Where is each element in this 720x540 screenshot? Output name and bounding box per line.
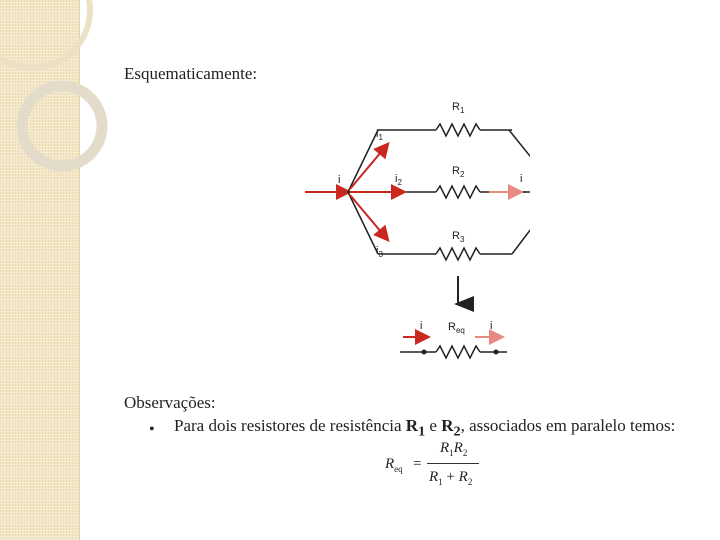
slide-heading: Esquematicamente: (124, 64, 258, 83)
bullet-dot: • (149, 421, 155, 438)
label-Req: $R_{eq}$ (448, 321, 465, 335)
resistor-R2 (436, 186, 480, 198)
decorative-rings (0, 0, 130, 200)
formula-numerator: $R_1R_2$ (440, 440, 468, 458)
observations-heading: Observações: (124, 393, 216, 412)
resistor-R3 (436, 248, 480, 260)
parallel-circuit-diagram (300, 92, 530, 367)
resistor-R1 (436, 124, 480, 136)
bullet-suffix: , associados em paralelo temos: (460, 416, 676, 435)
label-i-out: i (520, 173, 523, 185)
label-eq-i-right: i (490, 320, 493, 332)
label-i2: $i_2$ (395, 173, 402, 187)
label-R2: $R_2$ (452, 165, 465, 179)
bullet-text (174, 416, 675, 440)
bullet-r2: $R_2$ (441, 416, 461, 440)
formula-lhs: $R_{eq}$ (385, 456, 403, 474)
bullet-r1: $R_1$ (405, 416, 426, 440)
label-R3: $R_3$ (452, 230, 465, 244)
eq-node-left (422, 350, 427, 355)
branch1-current-arrow (350, 145, 387, 189)
bullet-prefix: Para dois resistores de resistência (174, 416, 406, 435)
label-i3: $i_3$ (376, 245, 383, 259)
label-R1: $R_1$ (452, 101, 465, 115)
decorative-ring-small (22, 86, 102, 166)
eq-node-right (494, 350, 499, 355)
label-i1: $i_1$ (376, 128, 383, 142)
label-i-in: i (338, 174, 341, 186)
decorative-ring-large (0, 0, 90, 68)
branch3-current-arrow (350, 195, 387, 239)
resistor-Req (436, 346, 480, 358)
bullet-conj: e (425, 416, 442, 435)
formula-equals: = (413, 456, 422, 472)
wire-right-lower (512, 192, 530, 254)
parallel-resistance-formula (383, 440, 493, 496)
label-eq-i-left: i (420, 320, 423, 332)
formula-fraction-bar (427, 463, 479, 464)
formula-denominator: $R_1 + R_2$ (429, 469, 473, 487)
